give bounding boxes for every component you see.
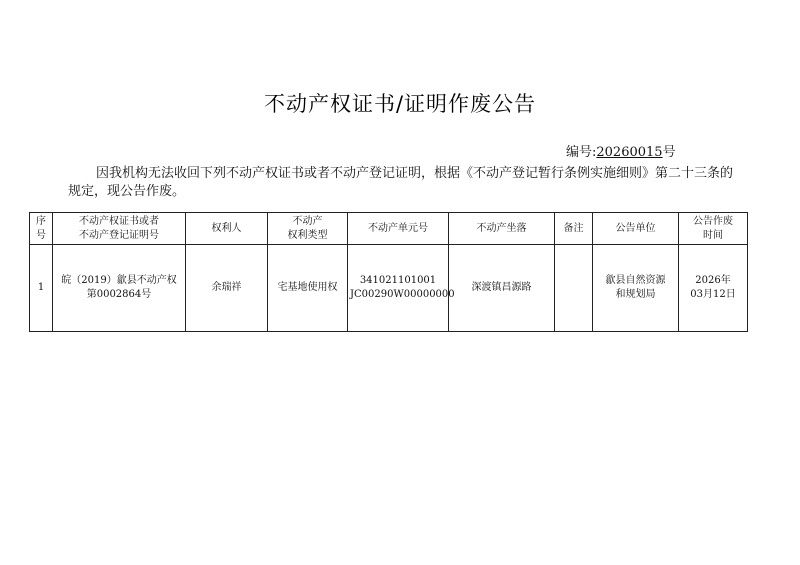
cell-right-holder: 余瑞祥 — [186, 245, 268, 332]
header-right-type: 不动产 权利类型 — [268, 213, 348, 245]
document-number — [566, 141, 676, 160]
cell-void-date: 2026年 03月12日 — [679, 245, 748, 332]
table-row — [30, 245, 748, 332]
cell-index: 1 — [30, 245, 53, 332]
header-issuing-unit: 公告单位 — [593, 213, 679, 245]
doc-number-label: 编号: — [566, 145, 597, 160]
intro-paragraph: 因我机构无法收回下列不动产权证书或者不动产登记证明，根据《不动产登记暂行条例实施细则》第二十三条的规定，现公告作废。 — [68, 166, 734, 199]
header-unit-no: 不动产单元号 — [348, 213, 449, 245]
doc-number-suffix: 号 — [662, 145, 676, 160]
header-certificate-no: 不动产权证书或者 不动产登记证明号 — [53, 213, 186, 245]
page-title: 不动产权证书/证明作废公告 — [263, 92, 537, 116]
header-index: 序 号 — [30, 213, 53, 245]
cell-remarks — [555, 245, 593, 332]
header-right-holder: 权利人 — [186, 213, 268, 245]
announcement-table — [29, 212, 748, 332]
cell-issuing-unit: 歙县自然资源 和规划局 — [593, 245, 679, 332]
cell-location: 深渡镇昌源路 — [449, 245, 555, 332]
cell-certificate-no: 皖（2019）歙县不动产权 第0002864号 — [53, 245, 186, 332]
header-remarks: 备注 — [555, 213, 593, 245]
doc-number-value: 20260015 — [596, 145, 663, 160]
table-header-row — [30, 213, 748, 245]
cell-right-type: 宅基地使用权 — [268, 245, 348, 332]
header-void-date: 公告作废 时间 — [679, 213, 748, 245]
header-location: 不动产坐落 — [449, 213, 555, 245]
cell-unit-no: 341021101001 JC00290W00000000 — [348, 245, 449, 332]
